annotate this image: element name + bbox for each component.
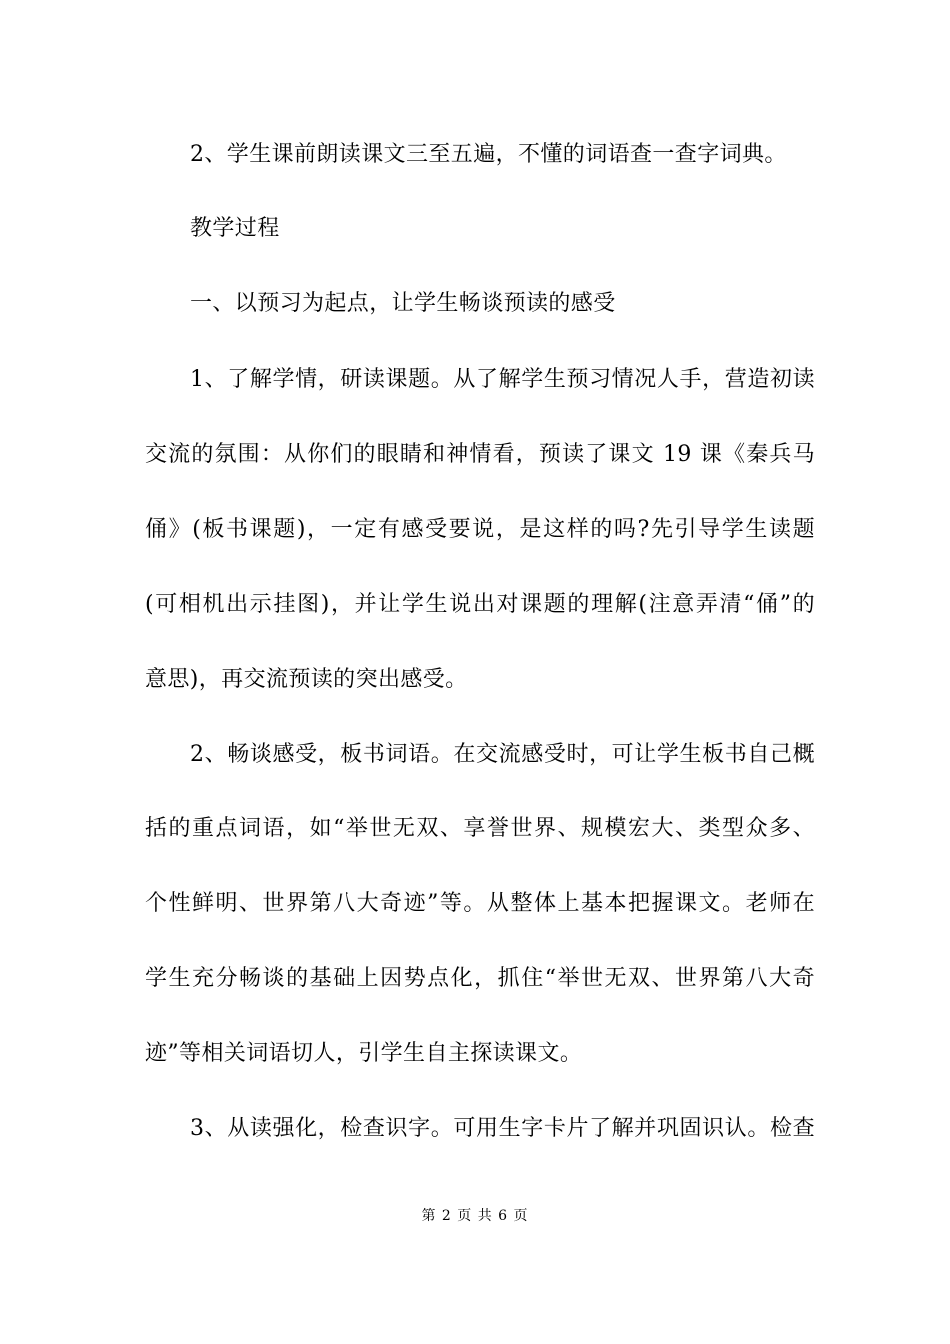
paragraph-2-line-3: 个性鲜明、世界第八大奇迹”等。从整体上基本把握课文。老师在	[145, 891, 815, 916]
paragraph-2-line-4: 学生充分畅谈的基础上因势点化，抓住“举世无双、世界第八大奇	[145, 966, 815, 991]
paragraph-3-line-1: 3、从读强化，检查识字。可用生字卡片了解并巩固识认。检查	[190, 1116, 815, 1141]
paragraph-1-line-3: 俑》(板书课题)，一定有感受要说，是这样的吗?先引导学生读题	[145, 517, 815, 542]
paragraph-2-line-5: 迹”等相关词语切人，引学生自主探读课文。	[145, 1041, 583, 1066]
paragraph-2-line-1: 2、畅谈感受，板书词语。在交流感受时，可让学生板书自己概	[190, 742, 815, 767]
paragraph-1-line-4: (可相机出示挂图)，并让学生说出对课题的理解(注意弄清“俑”的	[145, 592, 815, 617]
page-footer: 第 2 页 共 6 页	[421, 1208, 529, 1224]
paragraph-1-line-5: 意思)，再交流预读的突出感受。	[145, 667, 468, 692]
heading-teaching-process: 教学过程	[190, 216, 280, 241]
paragraph-preparation-2: 2、学生课前朗读课文三至五遍，不懂的词语查一查字词典。	[190, 142, 787, 167]
paragraph-1-line-1: 1、了解学情，研读课题。从了解学生预习情况人手，营造初读	[190, 367, 815, 392]
heading-section-1: 一、以预习为起点，让学生畅谈预读的感受	[190, 291, 616, 316]
paragraph-2-line-2: 括的重点词语，如“举世无双、享誉世界、规模宏大、类型众多、	[145, 816, 815, 841]
paragraph-1-line-2: 交流的氛围：从你们的眼睛和神情看，预读了课文 19 课《秦兵马	[145, 442, 815, 467]
